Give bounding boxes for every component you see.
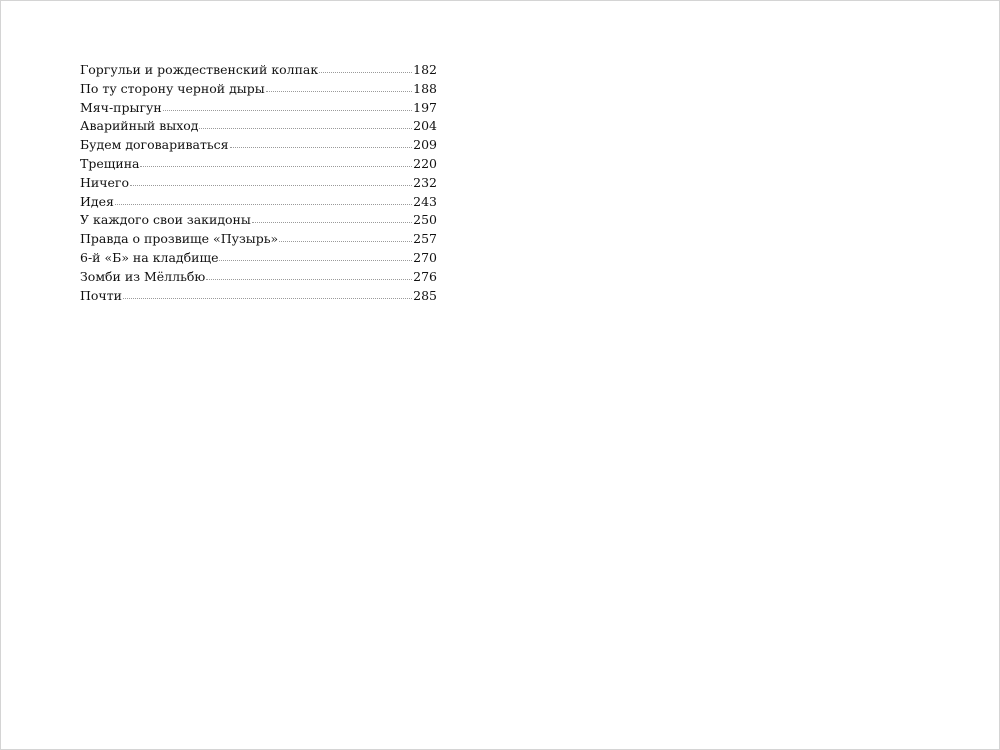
toc-entry-page: 250 [413,212,437,228]
toc-entry-page: 182 [413,62,437,77]
toc-entry-page: 257 [413,231,437,247]
toc-entry-title: Горгульи и рождественский колпак [80,62,319,77]
toc-entry-title: Ничего [80,174,129,190]
toc-entry [80,61,437,80]
toc-entry [80,211,437,230]
dot-leader [163,110,412,111]
toc-entry-title: У каждого свои закидоны [80,212,251,228]
toc-entry [80,155,437,174]
dot-leader [199,128,412,129]
toc-entry-page: 270 [413,249,437,265]
toc-entry-title: Трещина [80,155,140,171]
dot-leader [206,279,412,280]
toc-entry [80,249,437,268]
toc-entry-page: 232 [413,174,437,190]
toc-entry [80,230,437,249]
toc-entry-page: 204 [413,118,437,134]
toc-entry [80,174,437,193]
toc-entry-title: Зомби из Мёлльбю [80,268,206,284]
toc-entry-page: 197 [413,99,437,115]
toc-entry-page: 285 [413,287,437,303]
toc-entry [80,193,437,212]
toc-entry-title: Правда о прозвище «Пузырь» [80,231,279,247]
dot-leader [230,147,413,148]
toc-entry-title: Будем договариваться [80,137,229,153]
toc-entry-title: Мяч-прыгун [80,99,162,115]
toc-entry-page: 209 [413,137,437,153]
toc-entry-title: По ту сторону черной дыры [80,80,265,96]
toc-entry-title: Аварийный выход [80,118,199,134]
dot-leader [252,222,412,223]
dot-leader [130,185,412,186]
toc-entry [80,99,437,118]
dot-leader [123,298,412,299]
dot-leader [140,166,412,167]
toc-entry-page: 220 [413,155,437,171]
dot-leader [319,72,412,73]
toc-entry-title: 6-й «Б» на кладбище [80,249,219,265]
toc-entry-title: Почти [80,287,122,303]
toc-entry [80,268,437,287]
toc-entry-page: 276 [413,268,437,284]
toc-entry [80,117,437,136]
toc-entry [80,80,437,99]
dot-leader [279,241,412,242]
toc-entry-title: Идея [80,193,114,209]
toc-entry-page: 188 [413,80,437,96]
dot-leader [266,91,412,92]
dot-leader [219,260,412,261]
toc-entry-page: 243 [413,193,437,209]
table-of-contents [80,61,437,305]
toc-entry [80,136,437,155]
toc-entry [80,287,437,306]
dot-leader [115,204,412,205]
